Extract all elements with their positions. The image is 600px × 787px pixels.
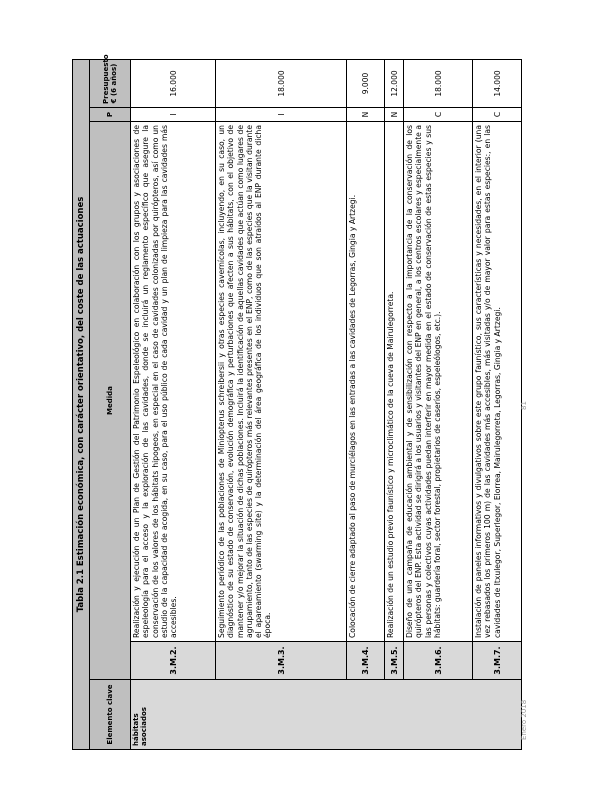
row-medida: Seguimiento periódico de las poblaciones de Miniopterus schreibersii y otras especies cavernícolas, incluyendo, en su caso, un diagnóstico de su estado de conservación, evolución demográfica y perturbaciones que afecten a sus hábitats, con el objetivo de mantener y/o mejorar la situación de dichas poblaciones. Incluirá la identificación de aquellas cavidades que actúan como lugares de agrupamiento, tanto de las especies de quirópteros más relevantes presentes en el ENP, como de las especies que la visitan durante el apareamiento (swarming site) y la determinación del área geográfica de los individuos que son atraídos al ENP durante dicha época. <box>216 122 347 642</box>
header-elemento: Elemento clave <box>90 680 131 750</box>
row-p: N <box>347 108 385 122</box>
rotated-page-content <box>50 50 550 750</box>
row-cost: 14.000 <box>473 59 522 107</box>
row-medida: Colocación de cierre adaptado al paso de murciélagos en las entradas a las cavidades de Legorras, Gingia y Artzegi. <box>347 122 385 642</box>
header-medida: Medida <box>90 122 131 680</box>
row-p: I <box>131 108 216 122</box>
row-code: 3.M.4. <box>347 642 385 680</box>
table-row <box>347 59 385 749</box>
row-p: C <box>473 108 522 122</box>
row-code: 3.M.7. <box>473 642 522 680</box>
cost-table <box>72 54 522 750</box>
row-medida: Realización de un estudio previo faunístico y microclimático de la cueva de Mairulegorreta. <box>385 122 404 642</box>
row-cost: 18.000 <box>216 59 347 107</box>
row-p: C <box>404 108 473 122</box>
footer-page-number: 81 <box>520 401 528 410</box>
table-row <box>473 59 522 749</box>
table-row <box>216 59 347 749</box>
row-cost: 9.000 <box>347 59 385 107</box>
row-code: 3.M.3. <box>216 642 347 680</box>
row-cost: 12.000 <box>385 59 404 107</box>
row-code: 3.M.2. <box>131 642 216 680</box>
row-code: 3.M.6. <box>404 642 473 680</box>
row-cost: 16.000 <box>131 59 216 107</box>
table-title: Tabla 2.1 Estimación económica, con carácter orientativo, del coste de las actuaciones <box>73 59 90 749</box>
row-code: 3.M.5. <box>385 642 404 680</box>
row-medida: Instalación de paneles informativos y divulgativos sobre este grupo faunístico, sus características y necesidades, en el interior (una vez rebasados los primeros 100 m) de las cavidades más accesibles, más visitadas y/o de mayor valor para estas especies:, en las cavidades de Itxulegor, Superlegor, Elorrea, Mairulegorreta, Legorras, Gingia y Artzegi. <box>473 122 522 642</box>
table-row <box>404 59 473 749</box>
row-medida: Realización y ejecución de un Plan de Gestión del Patrimonio Espeleológico en colaboración con los grupos y asociaciones de espeleología para el acceso y la exploración de las cavidades, donde se incluirá un reglamento específico que asegure la conservación de los valores de los hábitats hipogeos, en especial en el caso de cavidades colonizadas por quirópteros, así como un estudio de la capacidad de acogida, en su caso, para el uso público de cada cavidad y un plan de limpieza para las cavidades más accesibles. <box>131 122 216 642</box>
row-p: N <box>385 108 404 122</box>
header-p: P <box>90 108 131 122</box>
table-row <box>131 59 216 749</box>
row-medida: Diseño de una campaña de educación ambiental y de sensibilización con respecto a la importancia de la conservación de los quirópteros del ENP. Esta actividad se dirigirá a los usuarios y visitantes del ENP en general, a los centros escolares y especialmente a las personas y colectivos cuyas actividades puedan interferir en mayor medida en el estado de conservación de estas especies y sus hábitats: guardería foral, sector forestal, propietarios de caseríos, espeleólogos, etc.). <box>404 122 473 642</box>
row-cost: 18.000 <box>404 59 473 107</box>
header-presupuesto: Presupuesto € (6 años) <box>90 59 131 107</box>
footer-date: Enero 2018 <box>520 699 528 740</box>
element-label: hábitats asociados <box>131 680 522 750</box>
table-row <box>385 59 404 749</box>
row-p: I <box>216 108 347 122</box>
